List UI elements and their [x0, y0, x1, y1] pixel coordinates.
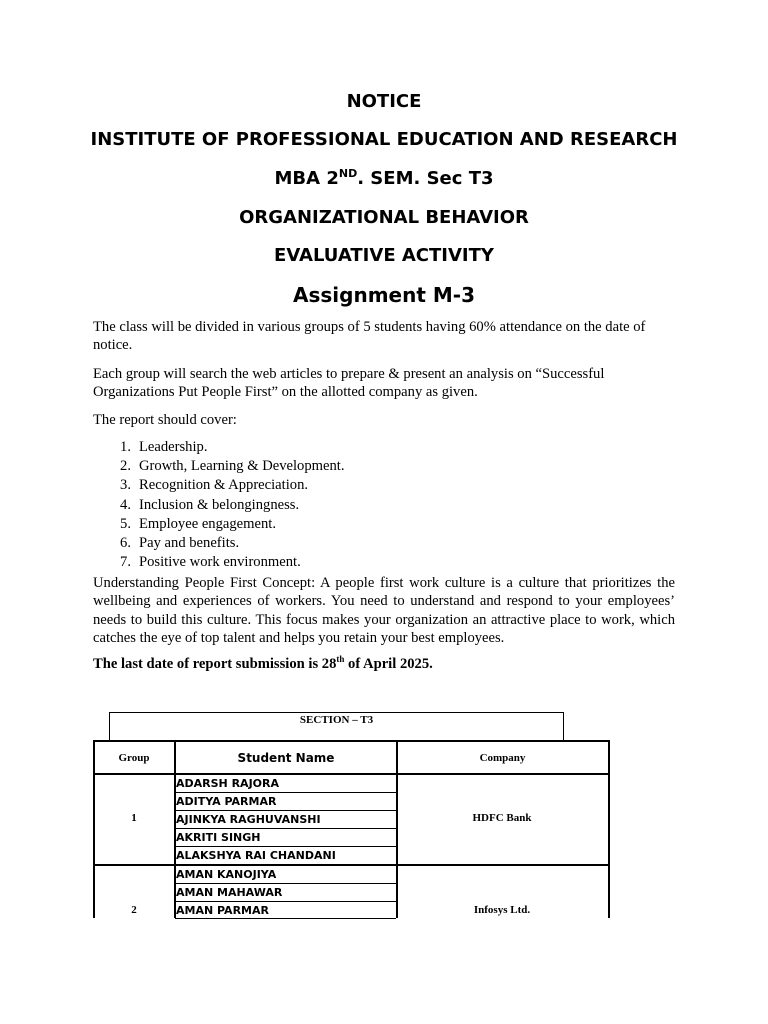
list-text: Pay and benefits. — [139, 535, 240, 552]
header-student-name: Student Name — [237, 750, 335, 765]
program-heading — [0, 168, 768, 190]
coverage-list-item — [115, 457, 344, 476]
coverage-list-item — [115, 476, 344, 495]
report-cover-label: The report should cover: — [93, 412, 237, 428]
list-number: 4. — [120, 496, 131, 513]
student-name: ADITYA PARMAR — [176, 795, 277, 808]
coverage-list-item — [115, 515, 344, 534]
student-name: ALAKSHYA RAI CHANDANI — [176, 849, 336, 862]
coverage-list-item — [115, 534, 344, 553]
list-number: 1. — [120, 439, 131, 455]
subject-heading: ORGANIZATIONAL BEHAVIOR — [239, 207, 529, 228]
coverage-list — [115, 438, 344, 572]
list-number: 2. — [120, 458, 131, 475]
intro-paragraph: The class will be divided in various groups of 5 students having 60% attendance on the date of notice. — [93, 319, 646, 354]
program-main: MBA 2 — [274, 168, 339, 189]
deadline-paragraph — [93, 655, 675, 673]
deadline-pre: The last date of report submission is 28 — [93, 656, 337, 672]
list-text: Growth, Learning & Development. — [139, 458, 345, 475]
activity-heading: EVALUATIVE ACTIVITY — [274, 245, 494, 266]
student-name: ADARSH RAJORA — [176, 777, 279, 790]
header-company: Company — [479, 751, 526, 764]
program-rest: . SEM. Sec T3 — [357, 168, 494, 189]
list-number: 7. — [120, 554, 131, 571]
notice-heading: NOTICE — [346, 91, 422, 112]
student-name: AMAN MAHAWAR — [176, 886, 283, 899]
task-paragraph: Each group will search the web articles to prepare & present an analysis on “Successful Organizations Put People First” on the allotted company as given. — [93, 366, 605, 401]
student-name: AKRITI SINGH — [176, 831, 261, 844]
assignment-heading: Assignment M-3 — [293, 283, 475, 307]
list-text: Leadership. — [139, 439, 208, 455]
coverage-list-item — [115, 438, 344, 457]
group-divider — [93, 864, 609, 866]
group-number: 2 — [131, 904, 137, 916]
row-divider — [175, 918, 396, 919]
company-name: HDFC Bank — [472, 812, 532, 824]
program-superscript: ND — [338, 167, 358, 180]
list-text: Recognition & Appreciation. — [139, 477, 309, 494]
list-text: Employee engagement. — [139, 515, 276, 532]
table-border — [608, 740, 610, 918]
table-title: SECTION – T3 — [109, 712, 564, 740]
deadline-superscript: th — [336, 654, 345, 664]
deadline-post: of April 2025. — [344, 656, 433, 672]
list-number: 5. — [120, 515, 131, 532]
list-text: Inclusion & belongingness. — [139, 496, 300, 513]
coverage-list-item — [115, 496, 344, 515]
concept-paragraph: Understanding People First Concept: A people first work culture is a culture that prioritizes the wellbeing and experiences of workers. You need to understand and respond to your employees’ needs to build this culture. This focus makes your organization an attractive place to work, which catches the eye of top talent and helps you retain your best employees. — [93, 575, 675, 646]
institute-heading: INSTITUTE OF PROFESSIONAL EDUCATION AND RESEARCH — [90, 129, 678, 150]
list-number: 6. — [120, 535, 131, 552]
student-name: AMAN KANOJIYA — [176, 868, 277, 881]
list-number: 3. — [120, 477, 131, 494]
group-number: 1 — [131, 812, 137, 824]
coverage-list-item — [115, 553, 344, 572]
student-name: AJINKYA RAGHUVANSHI — [176, 813, 321, 826]
student-name: AMAN PARMAR — [176, 904, 269, 917]
table-border — [93, 773, 609, 775]
header-group: Group — [118, 751, 150, 764]
company-name: Infosys Ltd. — [473, 904, 531, 916]
list-text: Positive work environment. — [139, 554, 301, 571]
